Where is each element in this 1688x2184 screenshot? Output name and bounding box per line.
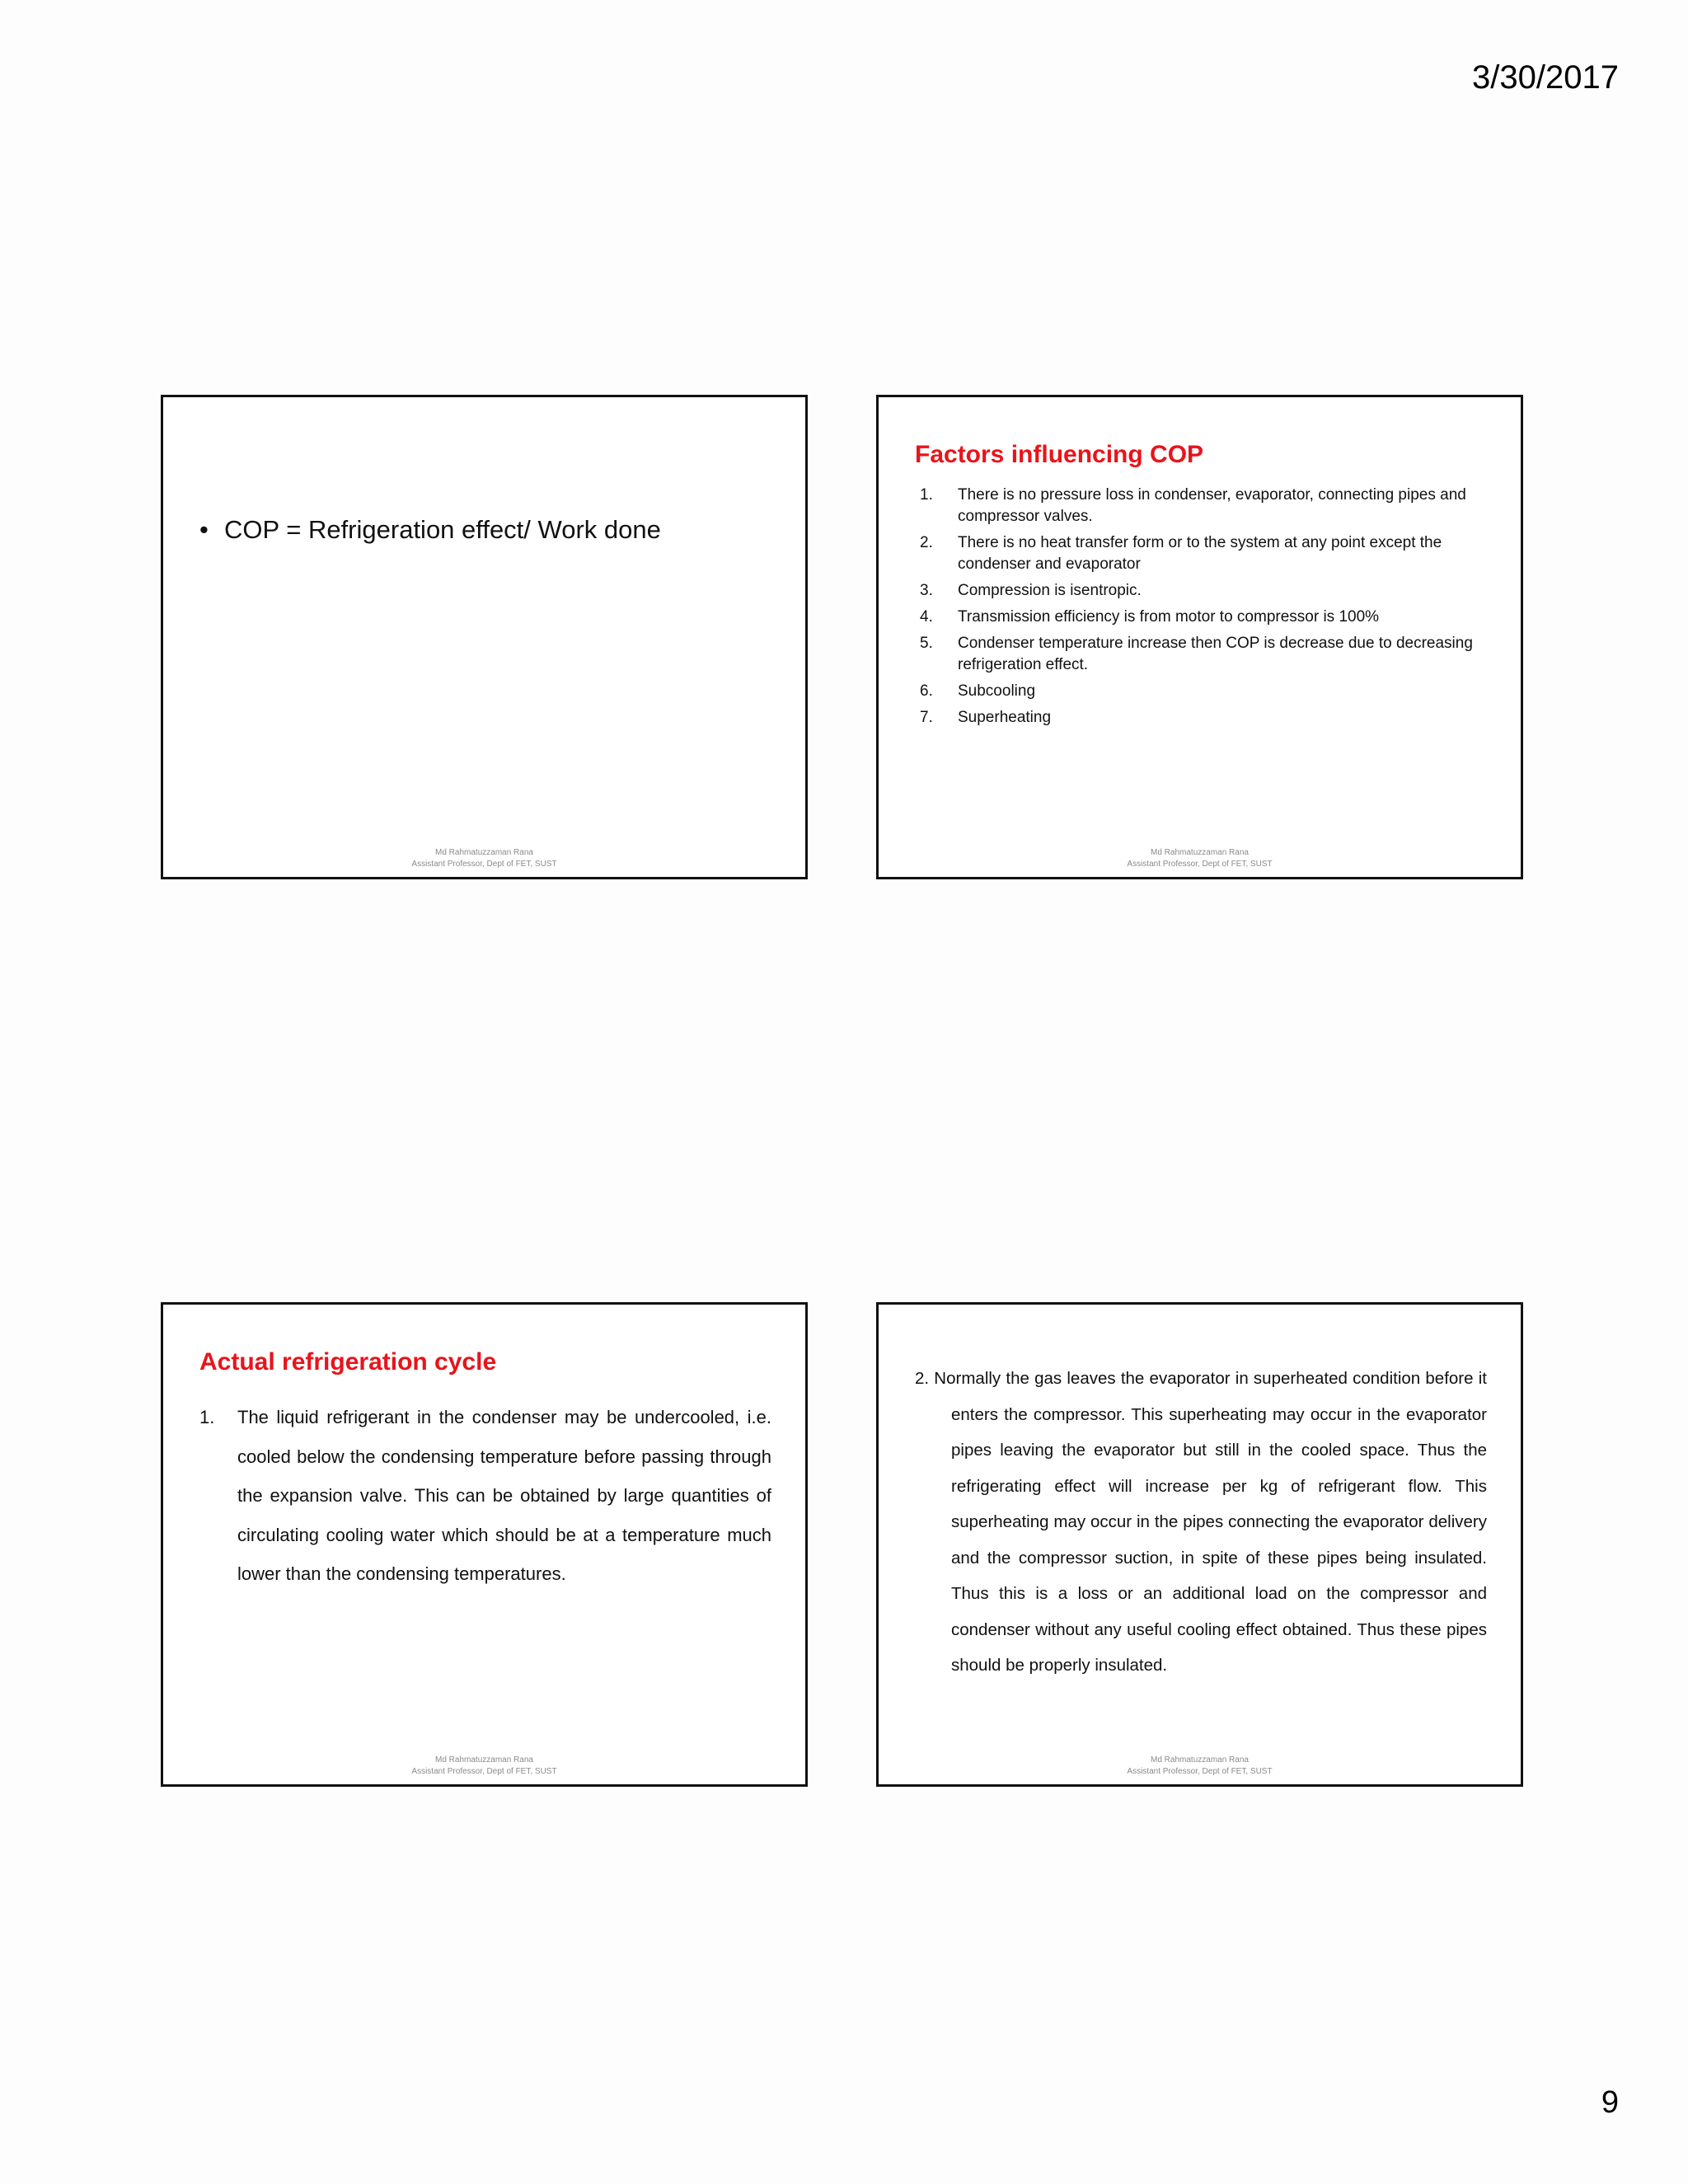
footer-author-title: Assistant Professor, Dept of FET, SUST: [411, 1767, 557, 1776]
slide-footer: [879, 847, 1521, 870]
bullet-text: COP = Refrigeration effect/ Work done: [224, 515, 661, 544]
slide-thumbnail-4: [876, 1302, 1523, 1787]
list-item-text: Condenser temperature increase then COP is decrease due to decreasing refrigeration effect.: [958, 635, 1473, 673]
footer-author-name: Md Rahmatuzzaman Rana: [435, 848, 533, 857]
slide-title: Actual refrigeration cycle: [199, 1348, 497, 1376]
list-item-text: Compression is isentropic.: [958, 582, 1142, 599]
bullet-icon: •: [199, 515, 209, 544]
list-item-number: 4.: [920, 608, 933, 626]
page-number: 9: [1601, 2085, 1619, 2120]
footer-author-name: Md Rahmatuzzaman Rana: [1151, 1755, 1249, 1765]
list-item: [920, 607, 1497, 628]
list-item-number: 1.: [920, 486, 933, 504]
footer-author-name: Md Rahmatuzzaman Rana: [435, 1755, 533, 1765]
slide-footer: [163, 1755, 805, 1778]
list-item: [920, 707, 1497, 729]
list-item-text: Subcooling: [958, 682, 1036, 700]
footer-author-title: Assistant Professor, Dept of FET, SUST: [411, 860, 557, 869]
list-item-number: 7.: [920, 709, 933, 726]
slide-footer: [879, 1755, 1521, 1778]
slide-thumbnail-2: [876, 395, 1523, 879]
footer-author-name: Md Rahmatuzzaman Rana: [1151, 848, 1249, 857]
list-item: [920, 633, 1497, 676]
footer-author-title: Assistant Professor, Dept of FET, SUST: [1127, 860, 1273, 869]
list-item-text: There is no heat transfer form or to the system at any point except the condenser and evaporator: [958, 534, 1442, 573]
list-item-text: Superheating: [958, 709, 1052, 726]
list-item-text: Transmission efficiency is from motor to compressor is 100%: [958, 608, 1380, 626]
list-item: [920, 580, 1497, 602]
bullet-item: [199, 513, 661, 546]
paragraph-text: The liquid refrigerant in the condenser may be undercooled, i.e. cooled below the condensing temperature before passing through the expansion valve. This can be obtained by large quantities of circulating cooling water which should be at a temperature much lower than the condensing temperatures.: [237, 1407, 771, 1584]
paragraph-text: 2. Normally the gas leaves the evaporator in superheated condition before it enters the compressor. This superheating may occur in the evaporator pipes leaving the evaporator but still in the cooled space. Thus the refrigerating effect will increase per kg of refrigerant flow. This superheating may occur in the pipes connecting the evaporator delivery and the compressor suction, in spite of these pipes being insulated. Thus this is a loss or an additional load on the compressor and condenser without any useful cooling effect obtained. Thus these pipes should be properly insulated.: [915, 1369, 1487, 1675]
slide-footer: [163, 847, 805, 870]
numbered-paragraph: [199, 1398, 771, 1594]
paragraph-number: 1.: [199, 1407, 215, 1427]
numbered-paragraph: [915, 1361, 1487, 1684]
list-item-number: 5.: [920, 635, 933, 652]
list-item-number: 2.: [920, 534, 933, 551]
header-date: 3/30/2017: [1472, 59, 1619, 96]
slide-title: Factors influencing COP: [915, 441, 1204, 468]
list-item: [920, 485, 1497, 527]
list-item-number: 3.: [920, 582, 933, 599]
slide-thumbnail-1: [161, 395, 808, 879]
slide-thumbnail-3: [161, 1302, 808, 1787]
list-item-number: 6.: [920, 682, 933, 700]
factors-list: [920, 485, 1497, 733]
list-item: [920, 532, 1497, 575]
footer-author-title: Assistant Professor, Dept of FET, SUST: [1127, 1767, 1273, 1776]
list-item-text: There is no pressure loss in condenser, evaporator, connecting pipes and compressor valves.: [958, 486, 1466, 525]
list-item: [920, 681, 1497, 702]
